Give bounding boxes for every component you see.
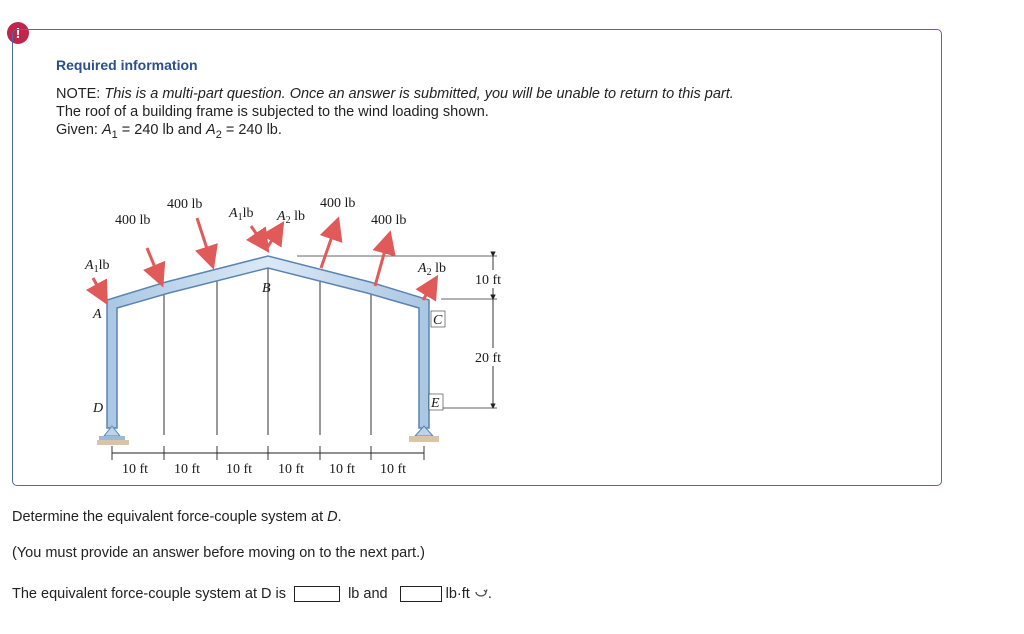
label-400lb-left-top: 400 lb (167, 197, 203, 212)
point-d-label: D (93, 401, 104, 416)
note-line-2: The roof of a building frame is subjected to the wind loading shown. (56, 104, 489, 120)
point-c-label: C (433, 313, 443, 328)
note-line-1: NOTE: This is a multi-part question. Once an answer is submitted, you will be unable to return to this part. (56, 86, 734, 102)
label-a1-left: $A_1lb$ (85, 258, 110, 275)
required-information-panel (12, 29, 942, 486)
moment-unit: lb·ft (445, 586, 470, 603)
label-400lb-right-top: 400 lb (320, 196, 356, 211)
dim-20ft-vertical: 20 ft (475, 351, 502, 366)
dim-h5: 10 ft (329, 462, 356, 477)
label-a1-top: $A_1lb$ (229, 206, 254, 223)
answer-mid-text: lb and (348, 586, 388, 603)
dim-10ft-vertical: 10 ft (475, 273, 502, 288)
question-instruction: (You must provide an answer before moving on to the next part.) (12, 545, 425, 561)
alert-icon: ! (7, 22, 29, 44)
required-information-title: Required information (56, 57, 198, 73)
point-b-label: B (262, 281, 271, 296)
answer-line (12, 586, 492, 602)
answer-prefix: The equivalent force-couple system at D is (12, 586, 287, 603)
point-e-label: E (431, 396, 440, 411)
label-400lb-right-outer: 400 lb (371, 213, 407, 228)
pin-support-e (409, 426, 439, 442)
label-400lb-left-outer: 400 lb (115, 213, 151, 228)
dim-h4: 10 ft (278, 462, 305, 477)
answer-end: . (487, 586, 492, 603)
problem-note (56, 85, 734, 144)
label-a2-right: $A_2$ lb (418, 261, 446, 278)
question-prompt: Determine the equivalent force-couple system at D. (12, 509, 342, 525)
dim-h2: 10 ft (174, 462, 201, 477)
building-frame-figure (69, 190, 533, 486)
point-a-label: A (93, 307, 102, 322)
dim-h3: 10 ft (226, 462, 253, 477)
dim-h1: 10 ft (122, 462, 149, 477)
moment-answer-input[interactable] (400, 586, 442, 602)
horizontal-dimension (112, 446, 424, 460)
counterclockwise-icon (474, 589, 488, 599)
pin-support-d (97, 426, 129, 445)
label-a2-top: $A_2$ lb (277, 209, 305, 226)
force-answer-input[interactable] (294, 586, 340, 602)
given-line: Given: $A_1 = 240$ lb and $A_2 = 240$ lb. (56, 122, 282, 141)
dim-h6: 10 ft (380, 462, 407, 477)
